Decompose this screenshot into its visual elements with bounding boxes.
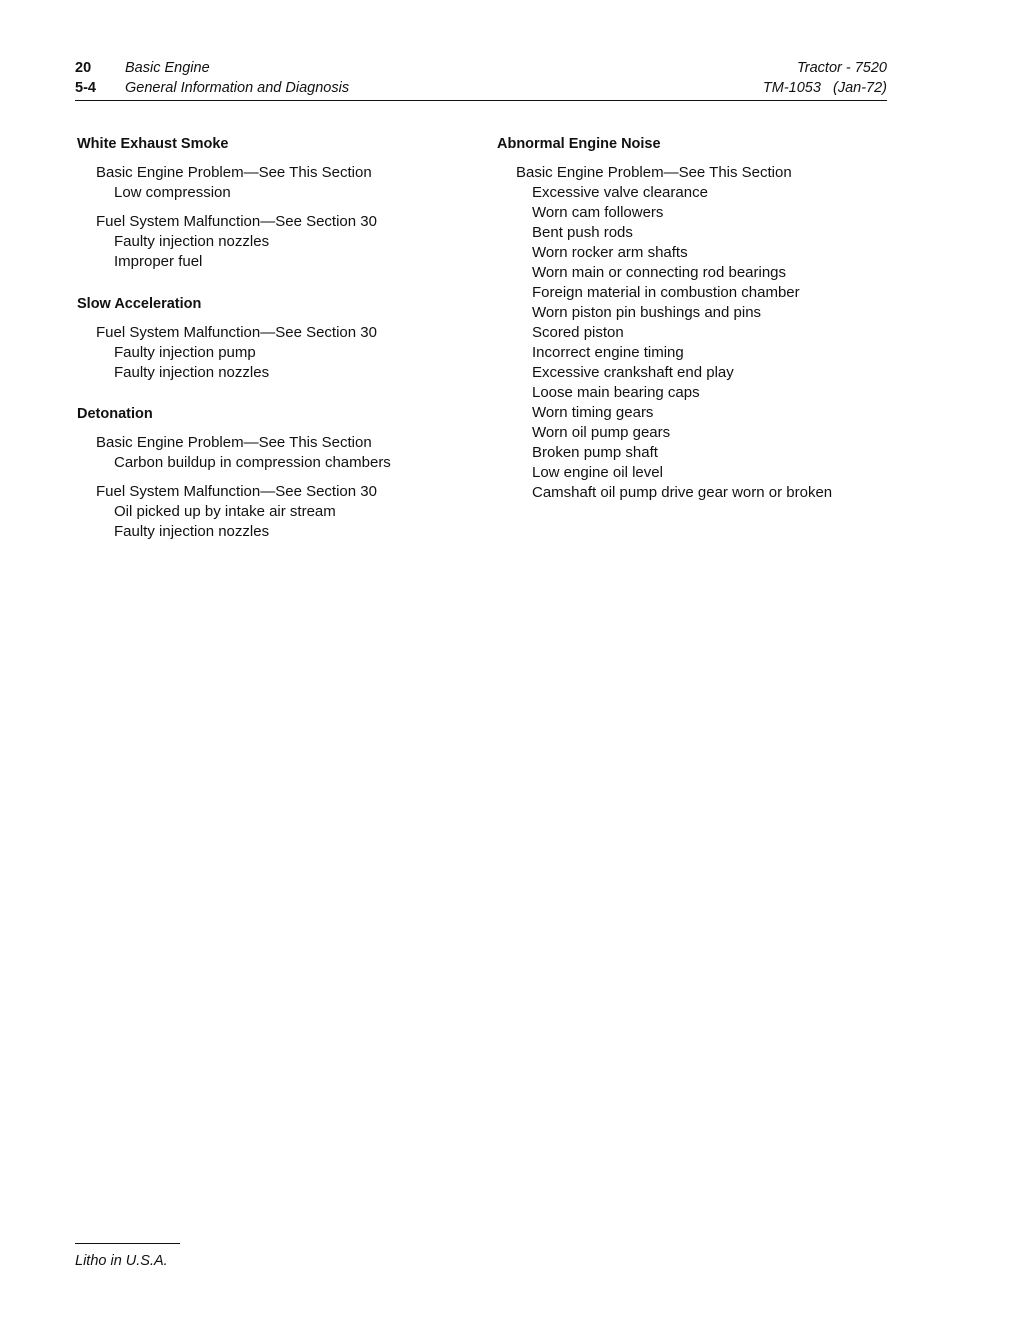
cause-item: Scored piston	[532, 324, 624, 341]
cause-item: Worn main or connecting rod bearings	[532, 264, 787, 281]
section-abnormal-engine-noise	[497, 134, 877, 503]
cause-list	[77, 232, 477, 272]
section-heading: Slow Acceleration	[77, 296, 202, 312]
cause-group	[77, 163, 477, 203]
section-white-exhaust-smoke	[77, 134, 477, 272]
cause-group	[77, 433, 477, 473]
cause-group	[77, 323, 477, 383]
product-name: Tractor - 7520	[797, 60, 887, 76]
cause-list	[77, 343, 477, 383]
cause-item: Worn timing gears	[532, 404, 654, 421]
page-header	[75, 58, 887, 101]
cause-item: Incorrect engine timing	[532, 344, 684, 361]
cause-group-title: Basic Engine Problem—See This Section	[96, 434, 372, 451]
cause-item: Foreign material in combustion chamber	[532, 284, 800, 301]
cause-group	[77, 482, 477, 542]
section-heading: White Exhaust Smoke	[77, 136, 229, 152]
cause-item: Excessive crankshaft end play	[532, 364, 734, 381]
cause-item: Broken pump shaft	[532, 444, 658, 461]
section-detonation	[77, 404, 477, 542]
cause-item: Worn cam followers	[532, 204, 664, 221]
cause-list	[77, 183, 477, 203]
cause-item: Low compression	[114, 184, 231, 201]
cause-list	[77, 502, 477, 542]
cause-group-title: Basic Engine Problem—See This Section	[516, 164, 792, 181]
footer-imprint: Litho in U.S.A.	[75, 1253, 168, 1269]
page-number: 20	[75, 60, 92, 76]
section-number: 5-4	[75, 80, 96, 96]
footer-rule	[75, 1243, 180, 1244]
cause-item: Worn rocker arm shafts	[532, 244, 688, 261]
cause-item: Worn piston pin bushings and pins	[532, 304, 762, 321]
cause-item: Camshaft oil pump drive gear worn or broken	[532, 484, 833, 501]
cause-item: Faulty injection nozzles	[114, 364, 270, 381]
cause-item: Faulty injection pump	[114, 344, 256, 361]
cause-item: Faulty injection nozzles	[114, 523, 270, 540]
subsection-title: General Information and Diagnosis	[125, 80, 350, 96]
cause-group-title: Basic Engine Problem—See This Section	[96, 164, 372, 181]
cause-item: Bent push rods	[532, 224, 633, 241]
section-heading: Abnormal Engine Noise	[497, 136, 661, 152]
section-slow-acceleration	[77, 294, 477, 383]
cause-list	[77, 453, 477, 473]
cause-item: Oil picked up by intake air stream	[114, 503, 336, 520]
cause-group-title: Fuel System Malfunction—See Section 30	[96, 213, 377, 230]
cause-item: Improper fuel	[114, 253, 203, 270]
section-heading: Detonation	[77, 406, 153, 422]
manual-reference: TM-1053 (Jan-72)	[762, 80, 887, 96]
cause-item: Faulty injection nozzles	[114, 233, 270, 250]
cause-group	[497, 163, 877, 503]
cause-item: Loose main bearing caps	[532, 384, 700, 401]
cause-group-title: Fuel System Malfunction—See Section 30	[96, 483, 377, 500]
section-title: Basic Engine	[125, 60, 210, 76]
cause-item: Worn oil pump gears	[532, 424, 671, 441]
cause-group-title: Fuel System Malfunction—See Section 30	[96, 324, 377, 341]
cause-item: Carbon buildup in compression chambers	[114, 454, 391, 471]
cause-item: Low engine oil level	[532, 464, 663, 481]
cause-list	[497, 183, 877, 503]
cause-group	[77, 212, 477, 272]
cause-item: Excessive valve clearance	[532, 184, 708, 201]
